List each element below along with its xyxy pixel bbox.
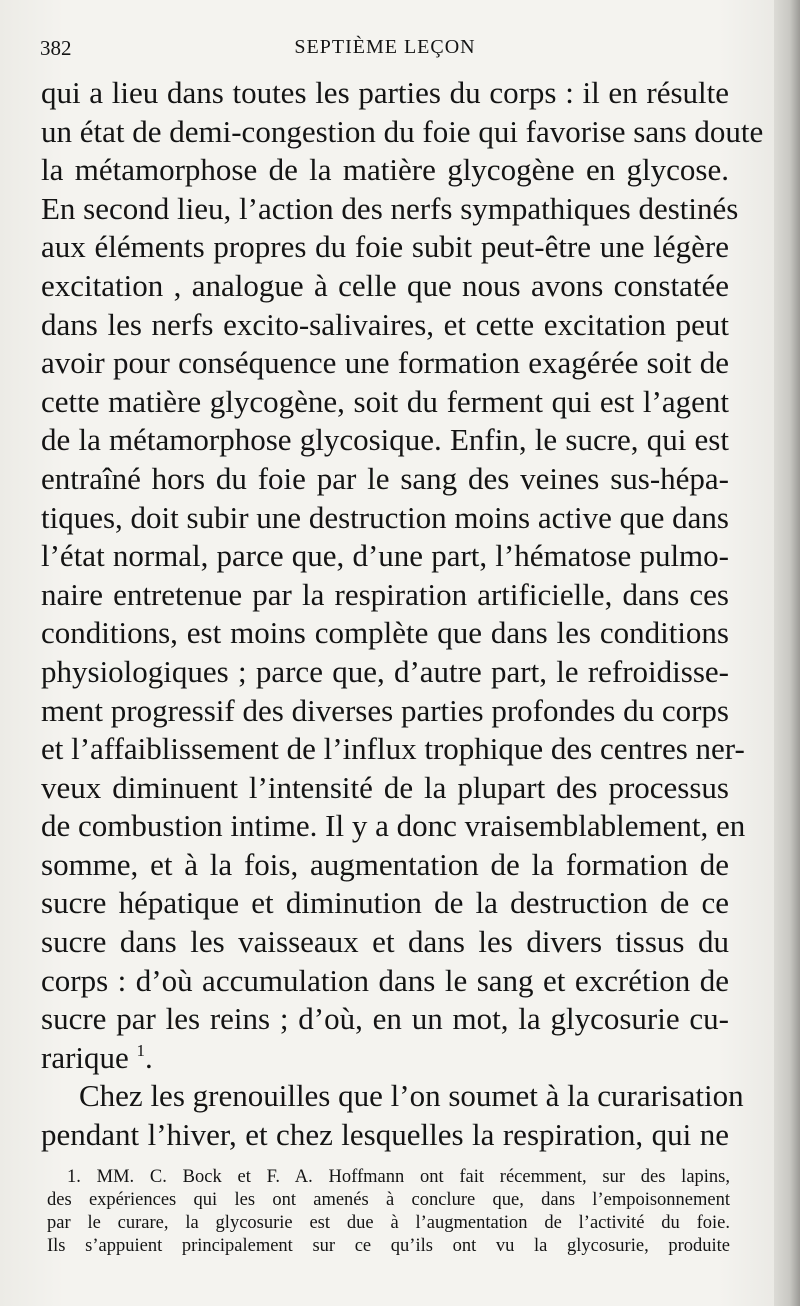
text-line: physiologiques ; parce que, d’autre part, le refroidisse-	[41, 653, 729, 689]
footnote-line: Ils s’appuient principalement sur ce qu’ils ont vu la glycosurie, produite	[47, 1236, 730, 1256]
text-line: sucre dans les vaisseaux et dans les divers tissus du	[41, 924, 729, 960]
text-line: de la métamorphose glycosique. Enfin, le sucre, qui est	[41, 422, 729, 458]
text-line: qui a lieu dans toutes les parties du corps : il en résulte	[41, 75, 729, 110]
text-line: veux diminuent l’intensité de la plupart des processus	[41, 769, 729, 805]
text-line: de combustion intime. Il y a donc vraisemblablement, en	[41, 808, 746, 844]
text-line: tiques, doit subir une destruction moins active que dans	[41, 499, 729, 535]
text-line: corps : d’où accumulation dans le sang et excrétion de	[41, 962, 729, 998]
text-line: pendant l’hiver, et chez lesquelles la respiration, qui ne	[41, 1117, 729, 1153]
text-line: naire entretenue par la respiration artificielle, dans ces	[41, 576, 729, 612]
body-text	[41, 74, 764, 1155]
text-line: la métamorphose de la matière glycogène en glycose.	[41, 152, 729, 188]
paragraph-first-line: Chez les grenouilles que l’on soumet à la curarisation	[79, 1078, 744, 1114]
text-line: un état de demi-congestion du foie qui favorise sans doute	[41, 113, 764, 149]
page-number: 382	[40, 36, 72, 60]
text-line: entraîné hors du foie par le sang des veines sus-hépa-	[41, 460, 729, 496]
footnote-reference-suffix: .	[145, 1039, 153, 1075]
text-line: cette matière glycogène, soit du ferment qui est l’agent	[41, 383, 729, 419]
text-line-with-footnote-ref	[41, 1039, 729, 1078]
text-line: somme, et à la fois, augmentation de la formation de	[41, 846, 729, 882]
text-line: l’état normal, parce que, d’une part, l’hématose pulmo-	[41, 538, 729, 574]
text-line-fragment: rarique	[41, 1039, 129, 1075]
text-line: excitation , analogue à celle que nous avons constatée	[41, 267, 729, 303]
text-line: dans les nerfs excito-salivaires, et cette excitation peut	[41, 306, 729, 342]
footnote-line: par le curare, la glycosurie est due à l’augmentation de l’activité du foie.	[47, 1213, 730, 1233]
page-header	[40, 36, 730, 66]
footnotes	[47, 1166, 730, 1258]
text-line: et l’affaiblissement de l’influx trophique des centres ner-	[41, 731, 745, 767]
running-head: SEPTIÈME LEÇON	[294, 36, 476, 58]
text-line: avoir pour conséquence une formation exagérée soit de	[41, 345, 729, 381]
text-line: En second lieu, l’action des nerfs sympathiques destinés	[41, 190, 739, 226]
footnote-line: des expériences qui les ont amenés à conclure que, dans l’empoisonnement	[47, 1190, 730, 1210]
text-line: sucre par les reins ; d’où, en un mot, la glycosurie cu-	[41, 1001, 729, 1037]
footnote-reference: 1	[136, 1040, 146, 1060]
page-edge-shadow	[774, 0, 800, 1306]
footnote-line: 1. MM. C. Bock et F. A. Hoffmann ont fait récemment, sur des lapins,	[67, 1167, 730, 1187]
text-line: aux éléments propres du foie subit peut-être une légère	[41, 229, 729, 265]
text-line: sucre hépatique et diminution de la destruction de ce	[41, 885, 729, 921]
text-line: ment progressif des diverses parties profondes du corps	[41, 692, 729, 728]
text-line: conditions, est moins complète que dans les conditions	[41, 615, 729, 651]
